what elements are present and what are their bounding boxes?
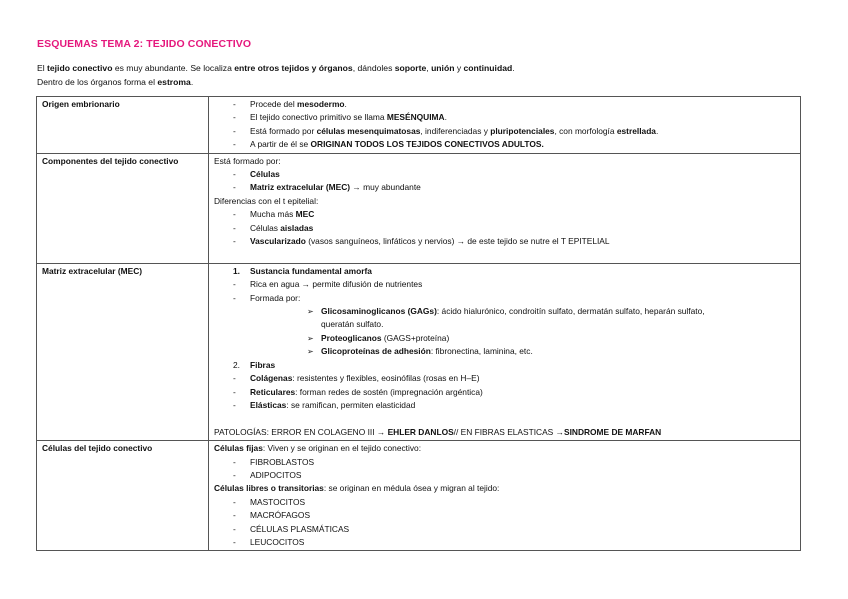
list-item: - Vascularizado (vasos sanguíneos, linfáticos y nervios) → de este tejido se nutre el T EPITELIAL xyxy=(214,235,796,248)
table-row-origen xyxy=(37,97,801,154)
numbered-heading: 1. Sustancia fundamental amorfa xyxy=(233,265,372,276)
list-item: - Células aisladas xyxy=(214,222,796,235)
list-item: - Células xyxy=(214,168,796,181)
spacer xyxy=(214,248,796,261)
list-item: - LEUCOCITOS xyxy=(214,536,796,549)
page-title: ESQUEMAS TEMA 2: TEJIDO CONECTIVO xyxy=(37,38,252,50)
intro-line-2: Dentro de los órganos forma el estroma. xyxy=(37,77,194,87)
text-line: Células libres o transitorias: se originan en médula ósea y migran al tejido: xyxy=(214,483,500,494)
row-content xyxy=(209,153,801,263)
text-line: Células fijas: Viven y se originan en el tejido conectivo: xyxy=(214,443,422,454)
row-content xyxy=(209,263,801,440)
row-content xyxy=(209,441,801,551)
text-line: Diferencias con el t epitelial: xyxy=(214,195,319,206)
list-item: - ADIPOCITOS xyxy=(214,469,796,482)
arrow-item: ➢ Glicosaminoglicanos (GAGs): ácido hialurónico, condroitín sulfato, dermatán sulfato, heparán sulfato, queratán sulfato. xyxy=(214,305,796,332)
list-item: - Rica en agua → permite difusión de nutrientes xyxy=(214,278,796,291)
list-item: - El tejido conectivo primitivo se llama MESÉNQUIMA. xyxy=(214,111,796,124)
text-line: Está formado por: xyxy=(214,155,281,166)
list-item: - Reticulares: forman redes de sostén (impregnación argéntica) xyxy=(214,386,796,399)
list-item: - MASTOCITOS xyxy=(214,496,796,509)
list-item: - Formada por: xyxy=(214,292,796,305)
row-label: Células del tejido conectivo xyxy=(37,441,209,551)
list-item: - CÉLULAS PLASMÁTICAS xyxy=(214,523,796,536)
list-item: - MACRÓFAGOS xyxy=(214,509,796,522)
intro-line-1: El tejido conectivo es muy abundante. Se localiza entre otros tejidos y órganos, dándoles soporte, unión y continuidad. xyxy=(37,63,515,73)
arrow-item: ➢ Glicoproteínas de adhesión: fibronectina, laminina, etc. xyxy=(214,345,796,358)
numbered-heading: 2. Fibras xyxy=(233,359,276,370)
spacer xyxy=(214,412,796,425)
list-item: - Está formado por células mesenquimatosas, indiferenciadas y pluripotenciales, con morfología estrellada. xyxy=(214,125,796,138)
table-row-mec xyxy=(37,263,801,440)
row-label: Matriz extracelular (MEC) xyxy=(37,263,209,440)
list-item: - Procede del mesodermo. xyxy=(214,98,796,111)
list-item: - Matriz extracelular (MEC) → muy abundante xyxy=(214,181,796,194)
row-label: Componentes del tejido conectivo xyxy=(37,153,209,263)
list-item: - FIBROBLASTOS xyxy=(214,456,796,469)
list-item: - Colágenas: resistentes y flexibles, eosinófilas (rosas en H–E) xyxy=(214,372,796,385)
list-item: - Elásticas: se ramifican, permiten elasticidad xyxy=(214,399,796,412)
list-item: - A partir de él se ORIGINAN TODOS LOS TEJIDOS CONECTIVOS ADULTOS. xyxy=(214,138,796,151)
table-row-celulas xyxy=(37,441,801,551)
intro-paragraph xyxy=(37,61,515,89)
summary-table xyxy=(36,96,801,551)
arrow-item: ➢ Proteoglicanos (GAGS+proteína) xyxy=(214,332,796,345)
pathologies-line: PATOLOGÍAS: ERROR EN COLAGENO III → EHLER DANLOS// EN FIBRAS ELASTICAS →SINDROME DE MARFAN xyxy=(214,426,662,437)
table-row-componentes xyxy=(37,153,801,263)
row-label: Origen embrionario xyxy=(37,97,209,154)
row-content xyxy=(209,97,801,154)
list-item: - Mucha más MEC xyxy=(214,208,796,221)
